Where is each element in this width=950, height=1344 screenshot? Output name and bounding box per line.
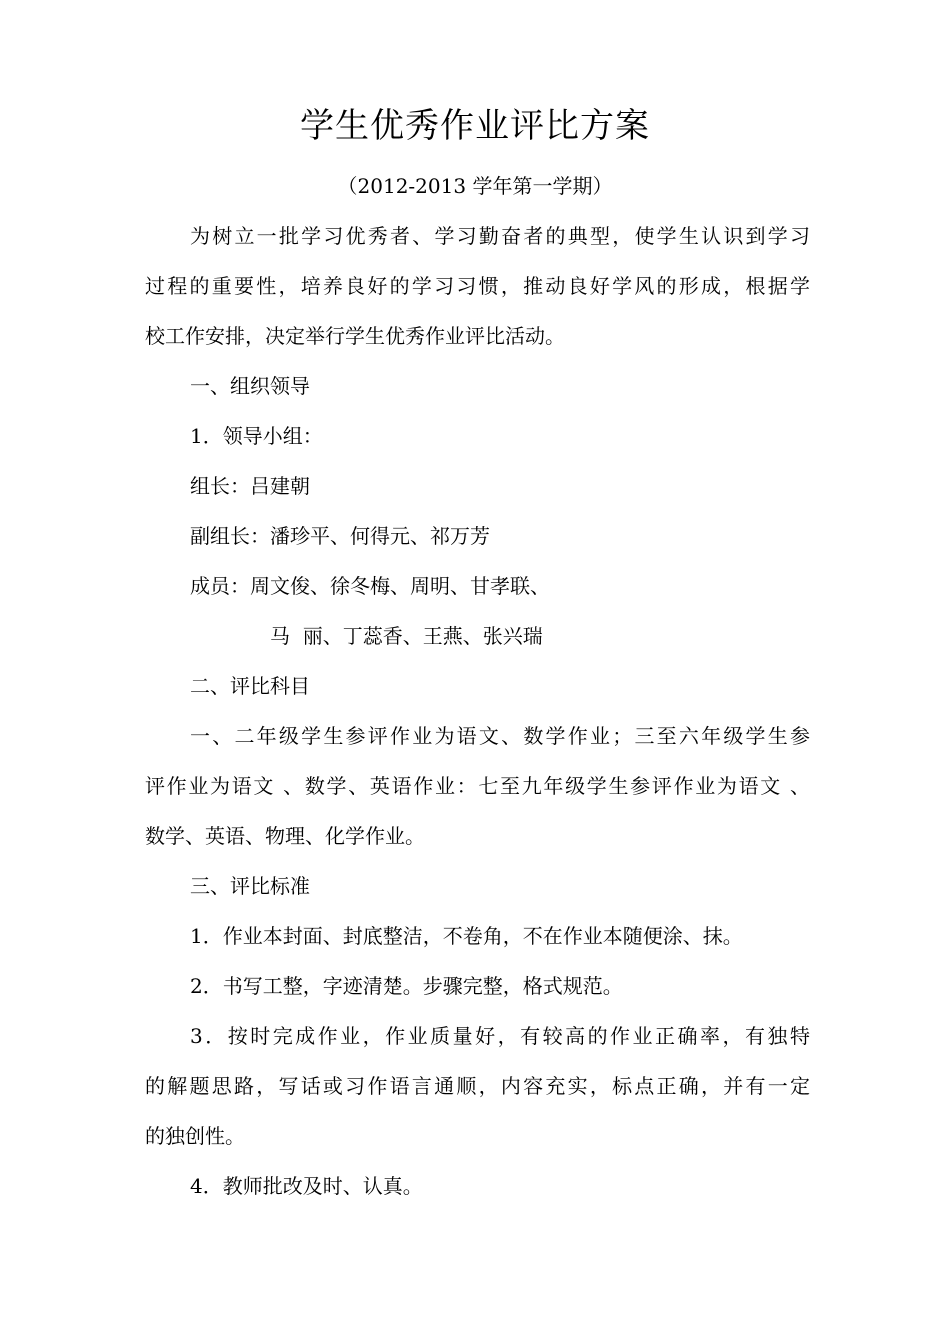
standard-item-3-line-2: 的解题思路，写话或习作语言通顺，内容充实，标点正确，并有一定 xyxy=(145,1074,810,1098)
standard-item-1: 1．作业本封面、封底整洁，不卷角，不在作业本随便涂、抹。 xyxy=(190,924,743,948)
vice-leaders: 副组长：潘珍平、何得元、祁万芳 xyxy=(190,524,490,548)
section1-item1: 1．领导小组： xyxy=(190,424,323,448)
section2-line-2: 评作业为语文 、数学、英语作业：七至九年级学生参评作业为语文 、 xyxy=(145,774,810,798)
section2-heading: 二、评比科目 xyxy=(190,674,310,698)
section1-heading: 一、组织领导 xyxy=(190,374,310,398)
document-subtitle: （2012-2013 学年第一学期） xyxy=(337,174,613,198)
document-title: 学生优秀作业评比方案 xyxy=(300,106,650,146)
members-line-1: 成员：周文俊、徐冬梅、周明、甘孝联、 xyxy=(190,574,550,598)
section2-line-1: 一、二年级学生参评作业为语文、数学作业；三至六年级学生参 xyxy=(190,724,810,748)
standard-item-3-line-3: 的独创性。 xyxy=(145,1124,245,1148)
intro-line-2: 过程的重要性，培养良好的学习习惯，推动良好学风的形成，根据学 xyxy=(145,274,810,298)
standard-item-2: 2．书写工整，字迹清楚。步骤完整，格式规范。 xyxy=(190,974,623,998)
intro-line-3: 校工作安排，决定举行学生优秀作业评比活动。 xyxy=(145,324,565,348)
members-line-2: 马 丽、丁蕊香、王燕、张兴瑞 xyxy=(270,624,543,648)
group-leader: 组长：吕建朝 xyxy=(190,474,310,498)
section2-line-3: 数学、英语、物理、化学作业。 xyxy=(145,824,425,848)
standard-item-3-line-1: 3．按时完成作业，作业质量好，有较高的作业正确率，有独特 xyxy=(190,1024,810,1048)
section3-heading: 三、评比标准 xyxy=(190,874,310,898)
standard-item-4: 4．教师批改及时、认真。 xyxy=(190,1174,423,1198)
intro-line-1: 为树立一批学习优秀者、学习勤奋者的典型，使学生认识到学习 xyxy=(190,224,810,248)
